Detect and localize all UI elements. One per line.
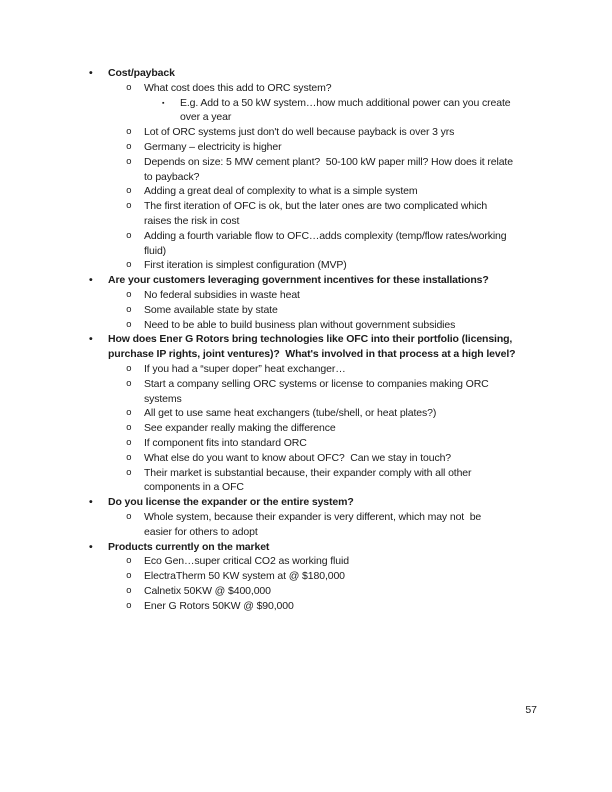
text-line: Calnetix 50KW @ $400,000: [144, 584, 271, 597]
bullet-marker: •: [89, 333, 93, 346]
text-line: What else do you want to know about OFC? Can we stay in touch?: [144, 451, 452, 464]
bullet-item: [72, 318, 572, 333]
bullet-marker: o: [126, 466, 132, 478]
text-line: over a year: [180, 111, 232, 124]
bullet-marker: o: [126, 155, 132, 167]
text-line: Start a company selling ORC systems or license to companies making ORC: [144, 377, 489, 390]
text-line: First iteration is simplest configuration (MVP): [144, 259, 347, 272]
bullet-marker: o: [126, 200, 132, 212]
text-line: Germany – electricity is higher: [144, 140, 282, 153]
bullet-item: [72, 362, 572, 377]
bullet-marker: o: [126, 288, 132, 300]
text-line: Their market is substantial because, their expander comply with all other: [144, 466, 472, 479]
bullet-item: [72, 569, 572, 584]
bullet-item: [72, 599, 572, 614]
text-line: components in a OFC: [144, 481, 244, 494]
bullet-item: [72, 451, 572, 466]
text-line: to payback?: [144, 170, 200, 183]
bullet-item: [72, 377, 572, 407]
text-line: All get to use same heat exchangers (tube/shell, or heat plates?): [144, 407, 437, 420]
bullet-item: [72, 258, 572, 273]
bullet-marker: •: [89, 496, 93, 509]
text-line: What cost does this add to ORC system?: [144, 81, 332, 94]
bullet-marker: •: [89, 274, 93, 287]
text-line: Eco Gen…super critical CO2 as working fluid: [144, 555, 349, 568]
bullet-item: [72, 421, 572, 436]
text-line: fluid): [144, 244, 167, 257]
text-line: Cost/payback: [108, 67, 175, 79]
bullet-marker: o: [126, 362, 132, 374]
bullet-item: [72, 332, 572, 362]
bullet-item: [72, 436, 572, 451]
text-line: No federal subsidies in waste heat: [144, 288, 300, 301]
text-line: If component fits into standard ORC: [144, 436, 307, 449]
bullet-marker: •: [89, 67, 93, 79]
bullet-item: [72, 140, 572, 155]
bullet-marker: o: [126, 318, 132, 330]
bullet-item: [72, 303, 572, 318]
bullet-item: [72, 81, 572, 96]
text-line: Ener G Rotors 50KW @ $90,000: [144, 599, 294, 612]
bullet-marker: o: [126, 436, 132, 448]
text-line: Do you license the expander or the entire system?: [108, 496, 354, 509]
bullet-marker: o: [126, 229, 132, 241]
text-line: Depends on size: 5 MW cement plant? 50-100 kW paper mill? How does it relate: [144, 155, 513, 168]
bullet-marker: o: [126, 259, 132, 271]
bullet-marker: o: [126, 422, 132, 434]
page-number: 57: [525, 704, 537, 716]
bullet-item: [72, 510, 572, 540]
bullet-item: [72, 155, 572, 185]
bullet-marker: o: [126, 377, 132, 389]
bullet-marker: o: [126, 140, 132, 152]
text-line: raises the risk in cost: [144, 214, 240, 227]
bullet-item: [72, 229, 572, 259]
text-line: How does Ener G Rotors bring technologies like OFC into their portfolio (licensing,: [108, 333, 513, 346]
bullet-marker: o: [126, 555, 132, 567]
bullet-item: [72, 406, 572, 421]
bullet-item: [72, 554, 572, 569]
text-line: Whole system, because their expander is very different, which may not be: [144, 510, 482, 523]
bullet-marker: o: [126, 584, 132, 596]
bullet-item: [72, 125, 572, 140]
text-line: Adding a great deal of complexity to what is a simple system: [144, 185, 418, 198]
bullet-item: [72, 184, 572, 199]
text-line: ElectraTherm 50 KW system at @ $180,000: [144, 570, 345, 583]
bullet-item: [72, 66, 572, 81]
text-line: systems: [144, 392, 182, 405]
text-line: E.g. Add to a 50 kW system…how much additional power can you create: [180, 96, 511, 109]
text-line: purchase IP rights, joint ventures)? What's involved in that process at a high level?: [108, 348, 516, 361]
text-line: If you had a “super doper” heat exchanger…: [144, 362, 346, 375]
bullet-marker: ▪: [162, 99, 165, 107]
bullet-marker: o: [126, 407, 132, 419]
bullet-item: [72, 96, 572, 126]
bullet-marker: o: [126, 510, 132, 522]
bullet-marker: o: [126, 126, 132, 138]
text-line: Are your customers leveraging government incentives for these installations?: [108, 274, 489, 287]
text-line: The first iteration of OFC is ok, but the later ones are two complicated which: [144, 200, 488, 213]
bullet-marker: o: [126, 303, 132, 315]
bullet-item: [72, 466, 572, 496]
bullet-item: [72, 495, 572, 510]
text-line: See expander really making the difference: [144, 422, 336, 435]
text-line: Lot of ORC systems just don't do well because payback is over 3 yrs: [144, 126, 455, 139]
bullet-item: [72, 540, 572, 555]
text-line: Some available state by state: [144, 303, 278, 316]
text-line: Adding a fourth variable flow to OFC…adds complexity (temp/flow rates/working: [144, 229, 507, 242]
bullet-marker: o: [126, 570, 132, 582]
bullet-marker: o: [126, 451, 132, 463]
bullet-item: [72, 288, 572, 303]
bullet-list: [72, 66, 572, 613]
bullet-marker: •: [89, 540, 93, 553]
bullet-item: [72, 584, 572, 599]
text-line: Need to be able to build business plan without government subsidies: [144, 318, 456, 331]
text-line: easier for others to adopt: [144, 525, 258, 538]
bullet-marker: o: [126, 81, 132, 93]
bullet-item: [72, 199, 572, 229]
bullet-item: [72, 273, 572, 288]
bullet-marker: o: [126, 185, 132, 197]
bullet-marker: o: [126, 599, 132, 611]
text-line: Products currently on the market: [108, 540, 270, 553]
